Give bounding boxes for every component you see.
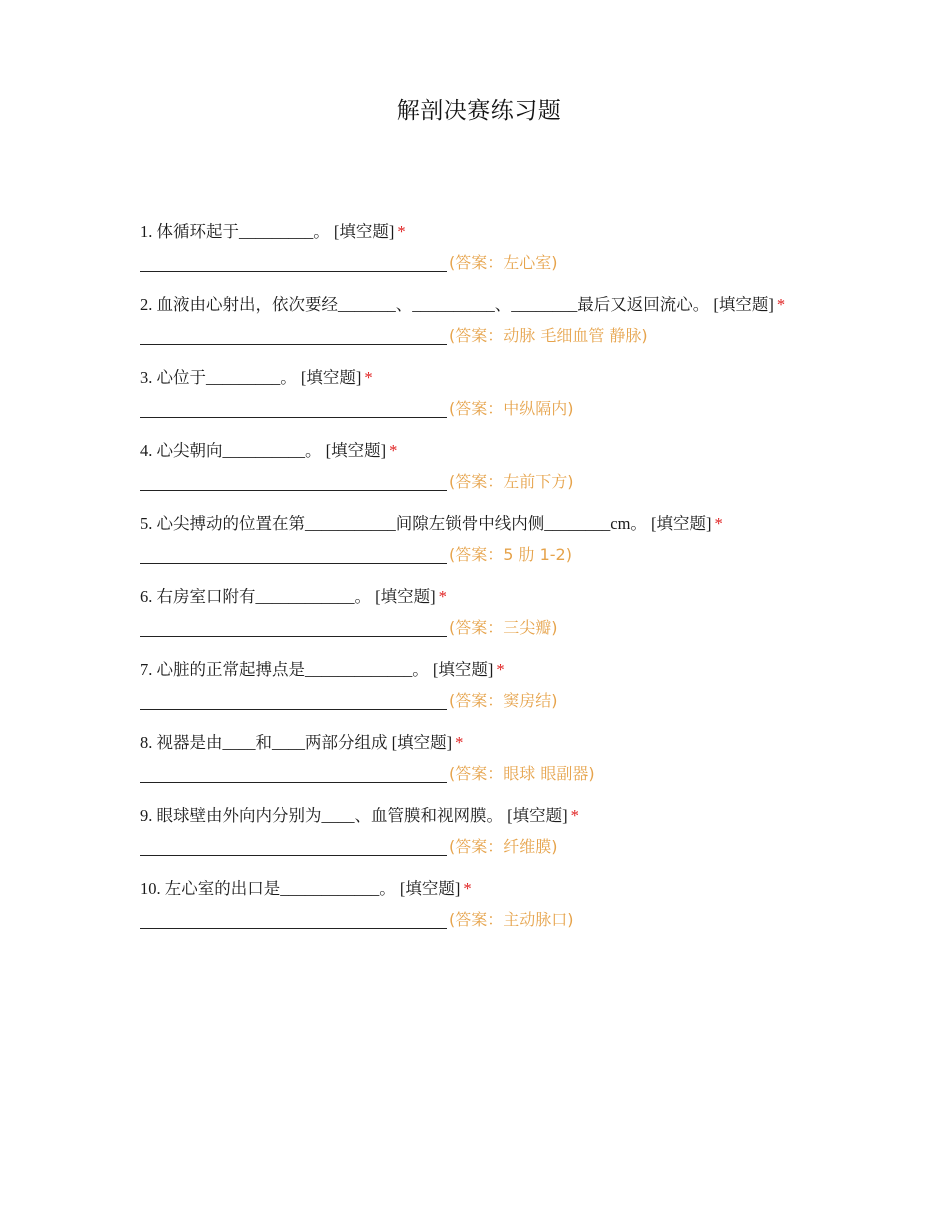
question-prompt: 4. 心尖朝向__________。 [填空题] (140, 441, 387, 460)
question-text (140, 581, 830, 612)
required-marker: * (455, 733, 464, 752)
required-marker: * (364, 368, 373, 387)
question-2 (140, 289, 830, 351)
question-7 (140, 654, 830, 716)
question-prompt: 6. 右房室口附有____________。 [填空题] (140, 587, 436, 606)
question-text (140, 654, 830, 685)
answer-blank-line[interactable] (140, 253, 447, 272)
answer-row (140, 685, 830, 716)
answer-text: (答案：主动脉口) (449, 910, 574, 929)
answer-row (140, 320, 830, 351)
required-marker: * (397, 222, 406, 241)
question-prompt: 10. 左心室的出口是____________。 [填空题] (140, 879, 461, 898)
answer-text: (答案：中纵隔内) (449, 399, 574, 418)
question-3 (140, 362, 830, 424)
question-prompt: 3. 心位于_________。 [填空题] (140, 368, 362, 387)
question-text (140, 216, 830, 247)
answer-blank-line[interactable] (140, 545, 447, 564)
question-5 (140, 508, 830, 570)
question-list (140, 216, 830, 946)
answer-blank-line[interactable] (140, 837, 447, 856)
required-marker: * (438, 587, 447, 606)
question-text (140, 435, 830, 466)
answer-blank-line[interactable] (140, 764, 447, 783)
question-text (140, 362, 830, 393)
question-4 (140, 435, 830, 497)
question-prompt: 2. 血液由心射出，依次要经_______、__________、________最后又返回流心。 [填空题] (140, 295, 774, 314)
question-text (140, 508, 830, 539)
answer-row (140, 612, 830, 643)
answer-row (140, 904, 830, 935)
answer-blank-line[interactable] (140, 910, 447, 929)
document-title: 解剖决赛练习题 (396, 98, 562, 124)
question-text (140, 873, 830, 904)
question-9 (140, 800, 830, 862)
question-prompt: 9. 眼球壁由外向内分别为____、血管膜和视网膜。 [填空题] (140, 806, 568, 825)
answer-text: (答案：眼球 眼副器) (449, 764, 595, 783)
answer-blank-line[interactable] (140, 618, 447, 637)
answer-row (140, 758, 830, 789)
question-6 (140, 581, 830, 643)
question-1 (140, 216, 830, 278)
question-text (140, 800, 830, 831)
answer-text: (答案：动脉 毛细血管 静脉) (449, 326, 648, 345)
answer-row (140, 466, 830, 497)
answer-text: (答案：窦房结) (449, 691, 558, 710)
answer-row (140, 831, 830, 862)
required-marker: * (714, 514, 723, 533)
question-prompt: 5. 心尖搏动的位置在第___________间隙左锁骨中线内侧________cm。 [填空题] (140, 514, 712, 533)
question-10 (140, 873, 830, 935)
answer-blank-line[interactable] (140, 691, 447, 710)
required-marker: * (776, 295, 786, 314)
required-marker: * (389, 441, 398, 460)
answer-blank-line[interactable] (140, 472, 447, 491)
answer-row (140, 247, 830, 278)
answer-blank-line[interactable] (140, 326, 447, 345)
answer-text: (答案：纤维膜) (449, 837, 558, 856)
question-prompt: 1. 体循环起于_________。 [填空题] (140, 222, 395, 241)
question-prompt: 8. 视器是由____和____两部分组成 [填空题] (140, 733, 453, 752)
question-prompt: 7. 心脏的正常起搏点是_____________。 [填空题] (140, 660, 494, 679)
answer-text: (答案：左前下方) (449, 472, 574, 491)
question-text (140, 727, 830, 758)
answer-blank-line[interactable] (140, 399, 447, 418)
question-text (140, 289, 830, 320)
required-marker: * (463, 879, 472, 898)
answer-row (140, 393, 830, 424)
required-marker: * (570, 806, 579, 825)
question-8 (140, 727, 830, 789)
required-marker: * (496, 660, 505, 679)
answer-text: (答案：5 肋 1-2) (449, 545, 572, 564)
answer-row (140, 539, 830, 570)
answer-text: (答案：三尖瓣) (449, 618, 558, 637)
answer-text: (答案：左心室) (449, 253, 558, 272)
